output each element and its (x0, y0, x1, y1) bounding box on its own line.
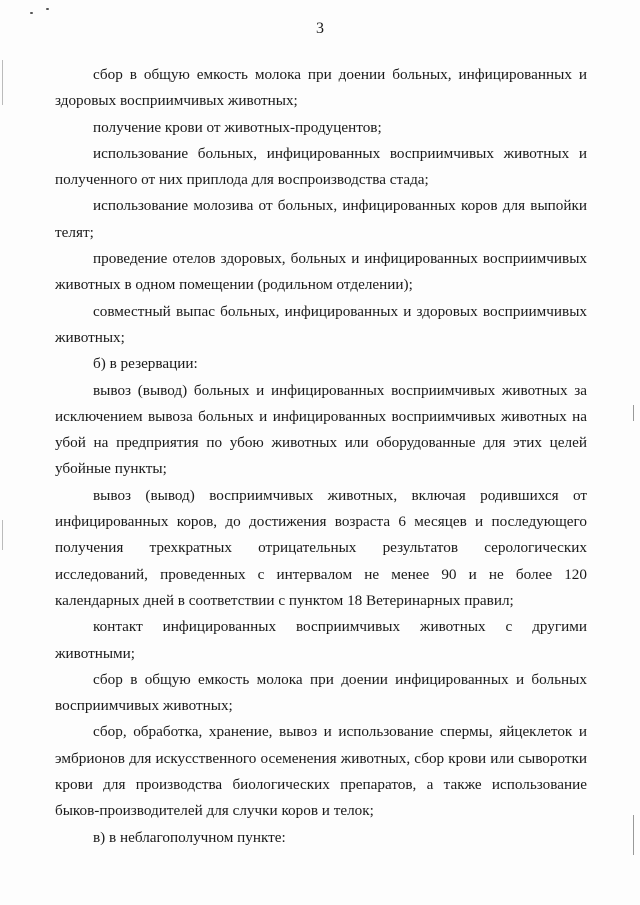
page-number: 3 (316, 20, 324, 37)
body-text (55, 62, 587, 851)
scan-edge-mark (2, 60, 3, 105)
paragraph: использование больных, инфицированных восприимчивых животных и полученного от них приплода для воспроизводства стада; (55, 144, 587, 189)
paragraph: вывоз (вывод) больных и инфицированных восприимчивых животных за исключением вывоза больных и инфицированных восприимчивых животных на убой на предприятия по убою животных или оборудованные для этих целей убойные пункты; (55, 381, 587, 478)
paragraph: контакт инфицированных восприимчивых животных с другими животными; (55, 618, 587, 662)
paragraph: вывоз (вывод) восприимчивых животных, включая родившихся от инфицированных коров, до достижения возраста 6 месяцев и последующего получения трехкратных отрицательных результатов серологических исследований, проведенных с интервалом не менее 90 и не более 120 календарных дней в соответствии с пунктом 18 Ветеринарных правил; (55, 486, 587, 609)
scan-edge-mark (633, 815, 634, 855)
scan-artifact (46, 8, 49, 10)
section-heading-reservation: б) в резервации: (93, 355, 198, 373)
paragraph: проведение отелов здоровых, больных и инфицированных восприимчивых животных в одном помещении (родильном отделении); (55, 250, 587, 294)
paragraph: сбор, обработка, хранение, вывоз и использование спермы, яйцеклеток и эмбрионов для искусственного осеменения животных, сбор крови или сыворотки крови для производства биологических препаратов, а также использование быков-производителей для случки коров и телок; (55, 723, 587, 820)
paragraph: получение крови от животных-продуцентов; (93, 118, 382, 136)
paragraph: сбор в общую емкость молока при доении инфицированных и больных восприимчивых животных; (55, 670, 587, 715)
scan-artifact (30, 12, 33, 14)
paragraph: использование молозива от больных, инфицированных коров для выпойки телят; (55, 197, 587, 241)
paragraph: сбор в общую емкость молока при доении больных, инфицированных и здоровых восприимчивых животных; (55, 66, 587, 110)
scan-edge-mark (633, 405, 634, 421)
scan-edge-mark (2, 520, 3, 550)
paragraph: совместный выпас больных, инфицированных и здоровых восприимчивых животных; (55, 302, 587, 346)
section-heading-unfavorable-point: в) в неблагополучном пункте: (93, 828, 286, 846)
